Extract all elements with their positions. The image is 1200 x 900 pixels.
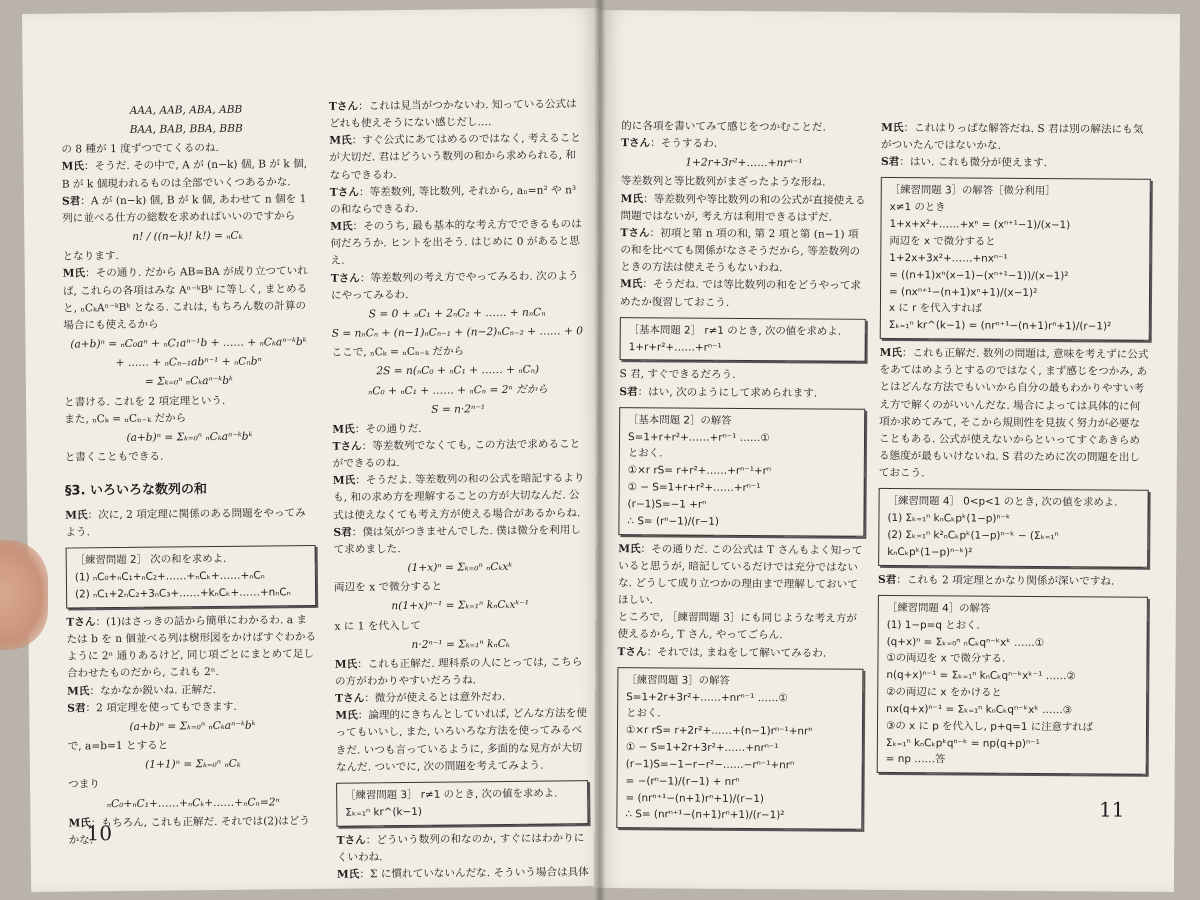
problem-line: ①×r rS= r+2r²+……+(n−1)rⁿ⁻¹+nrⁿ (625, 724, 813, 738)
paragraph (621, 118, 867, 137)
paragraph (617, 644, 863, 663)
paragraph-text: ：Σ に慣れていないんだな. そういう場合は具体 (359, 866, 589, 881)
math-line: (a+b)ⁿ = Σₖ₌₀ⁿ ₙCₖaⁿ⁻ᵏbᵏ (126, 430, 253, 444)
paragraph-text: ここで, ₙCₖ = ₙCₙ₋ₖ だから (331, 345, 465, 359)
paragraph-text: となります. (62, 250, 119, 263)
problem-line: ［練習問題 2］ 次の和を求めよ. (74, 553, 227, 567)
paragraph (62, 191, 312, 228)
speaker-label: Tさん (332, 440, 362, 453)
page-number-right: 11 (1098, 797, 1125, 822)
speaker-label: Tさん (621, 137, 651, 150)
speaker-label: M氏 (61, 160, 84, 174)
paragraph-text: ：どういう数列の和なのか, すぐにはわかりにくいわね. (336, 831, 585, 864)
paragraph-text: ：そうだね. では等比数列の和をどうやって求めたか復習しておこう. (619, 278, 862, 309)
paragraph (333, 522, 585, 559)
paragraph-text: S 君, すぐできるだろう. (619, 368, 736, 382)
problem-line: x≠1 のとき (889, 201, 946, 214)
speaker-label: M氏 (336, 868, 360, 881)
speaker-label: M氏 (881, 121, 904, 135)
paragraph-text: ：これは見当がつかないわ. 知っている公式はどれも使えそうにない感じだし…. (329, 98, 577, 130)
problem-box (878, 488, 1149, 567)
paragraph-text: ：等差数列, 等比数列, それから, aₙ=n² や n³ の和ならできるわ. (330, 183, 577, 216)
problem-line: (1) 1−p=q とおく. (886, 618, 980, 632)
paragraph (65, 505, 315, 542)
paragraph-text: の 8 種が 1 度ずつでてくるのね. (61, 142, 219, 156)
right-page (594, 10, 1180, 892)
problem-line: (r−1)S=−1 +rⁿ (627, 498, 707, 511)
paragraph (620, 277, 866, 313)
problem-line: ［練習問題 3］ r≠1 のとき, 次の値を求めよ. (345, 787, 558, 802)
paragraph (620, 225, 866, 278)
paragraph (337, 830, 589, 867)
paragraph (621, 174, 867, 193)
paragraph-text: ：そうだ. その中で, A が (n−k) 個, B が k 個, B が k 個現われるものは全部でいくつあるかな. (61, 158, 308, 191)
paragraph (332, 436, 584, 473)
problem-line: 1+x+x²+……+xⁿ = (xⁿ⁺¹−1)/(x−1) (889, 218, 1071, 232)
paragraph (329, 96, 581, 133)
paragraph-text: ：初項と第 n 項の和, 第 2 項と第 (n−1) 項の和を比べても関係がなさそうだから, 等差数列のときの方法は使えそうもないわね. (620, 227, 861, 275)
speaker-label: M氏 (62, 267, 86, 280)
problem-line: とおく. (626, 707, 661, 720)
problem-line: nx(q+x)ⁿ⁻¹ = Σₖ₌₁ⁿ kₙCₖqⁿ⁻ᵏxᵏ ……③ (886, 702, 1073, 717)
left-page (22, 8, 609, 892)
speaker-label: Tさん (336, 834, 366, 847)
problem-line: ①の両辺を x で微分する. (886, 652, 1006, 666)
paragraph (62, 156, 312, 193)
paragraph-text: ：そうだよ. 等差数列の和の公式を暗記するよりも, 和の求め方を理解することの方が大切なんだ. 公式は使えなくても考え方が使える場合があるからね. (333, 472, 585, 522)
paragraph-text: ：その通り. だから AB=BA が成り立つていれば, これらの各項はみな Aⁿ⁻ᵏBᵏ に等しく, まとめると, ₙCₖAⁿ⁻ᵏBᵏ となる. これは, もちろん数の計算の場合にも使えるから (62, 265, 308, 332)
speaker-label: S君 (878, 573, 897, 586)
paragraph-text: ：それでは, まねをして解いてみるわ. (646, 645, 827, 660)
problem-line: ①×r rS= r+r²+……+rⁿ⁻¹+rⁿ (627, 464, 772, 478)
paragraph (67, 698, 317, 718)
speaker-label: M氏 (332, 474, 356, 488)
problem-line: 両辺を x で微分すると (889, 234, 996, 248)
book-gutter (594, 0, 606, 900)
paragraph-text: ：そうするわ. (650, 137, 718, 150)
math-line: n! / ((n−k)! k!) = ₙCₖ (132, 229, 243, 243)
paragraph-text: ：等差数列の考え方でやってみるわ. 次のようにやってみるわ. (330, 269, 579, 302)
paragraph-text: ：これも 2 項定理とかなり関係が深いですね. (896, 573, 1115, 588)
math-line: S = 0 + ₙC₁ + 2ₙC₂ + …… + nₙCₙ (368, 306, 546, 321)
paragraph-text: と書くこともできる. (64, 450, 164, 464)
paragraph (621, 135, 867, 154)
speaker-label: M氏 (879, 346, 902, 360)
problem-line: (2) ₙC₁+2ₙC₂+3ₙC₃+……+kₙCₖ+……+nₙCₙ (75, 586, 291, 601)
math-line: = Σₖ₌₀ⁿ ₙCₖaⁿ⁻ᵏbᵏ (144, 375, 233, 389)
paragraph-text: ：そのうち, 最も基本的な考え方でできるものは何だろうか. ヒントを出そう. はじめに 0 があると思え. (330, 218, 582, 268)
paragraph (64, 409, 314, 429)
speaker-label: M氏 (332, 423, 355, 436)
problem-line: 1+2x+3x²+……+nxⁿ⁻¹ (889, 251, 1008, 265)
problem-box (336, 780, 588, 826)
paragraph-text: ：はい. これも微分が使えます. (899, 156, 1048, 170)
paragraph-text: ：2 項定理を使ってもできます. (85, 700, 237, 715)
problem-line: = (nrⁿ⁺¹−(n+1)rⁿ+1)/(r−1) (625, 791, 764, 805)
paragraph (331, 268, 583, 305)
left-page-column-1 (61, 99, 319, 850)
paragraph-text: 両辺を x で微分すると (333, 580, 443, 594)
paragraph (881, 154, 1151, 173)
problem-line: 1+r+r²+……+rⁿ⁻¹ (628, 340, 722, 354)
paragraph (618, 541, 864, 611)
paragraph-text: ところで, ［練習問題 3］にも同じような考え方が使えるから, T さん, やってごらん. (617, 611, 858, 642)
paragraph (879, 345, 1150, 484)
paragraph (330, 182, 582, 219)
paragraph-text: ：論理的にきちんとしていれば, どんな方法を使ってもいいし, また, いろいろな方法を使ってみるべきだ. いつも言っているように, 多面的な見方が大切なんだ. ついでに, 次の問題を考えてみよう. (335, 707, 587, 774)
problem-line: ① − S=1+r+r²+……+rⁿ⁻¹ (627, 481, 761, 495)
paragraph (63, 263, 314, 334)
math-line: (a+b)ⁿ = Σₖ₌₀ⁿ ₙCₖaⁿ⁻ᵏbᵏ (129, 719, 256, 733)
speaker-label: M氏 (620, 278, 643, 291)
problem-line: ［練習問題 4］ 0<p<1 のとき, 次の値を求めよ. (887, 495, 1118, 509)
paragraph-text: ：はい, 次のようにして求められます. (637, 385, 818, 400)
speaker-label: M氏 (329, 134, 352, 148)
paragraph-text: ：なかなか鋭いね. 正解だ. (89, 683, 217, 697)
math-line: 1+2r+3r²+……+nrⁿ⁻¹ (685, 156, 803, 170)
paragraph-text: ：もちろん, これも正解だ. それでは(2)はどうかな. (68, 814, 311, 847)
speaker-label: M氏 (620, 192, 644, 205)
paragraph (618, 609, 864, 645)
paragraph (337, 864, 589, 884)
paragraph-text: ：(1)はさっきの話から簡単にわかるわ. a または b を n 個並べる列は樹形図をかけばすぐわかるように 2ⁿ 通りあるけど, 同じ項ごとにまとめて足し合わせたものだから, これも 2ⁿ. (66, 614, 317, 681)
problem-line: Σₖ₌₁ⁿ kₙCₖpᵏqⁿ⁻ᵏ = np(q+p)ⁿ⁻¹ (885, 736, 1040, 750)
speaker-label: M氏 (618, 542, 641, 555)
speaker-label: M氏 (67, 684, 90, 698)
problem-line: Σₖ₌₁ⁿ kr^(k−1) (345, 805, 422, 819)
paragraph-text: ：等差数列や等比数列の和の公式が直接使える問題ではないが, 考え方は利用できるはずだ. (620, 192, 866, 224)
paragraph-text: ：これも正解だ. 理科系の人にとっては, こちらの方がわかりやすいだろうね. (334, 656, 583, 688)
problem-line: = (nxⁿ⁺¹−(n+1)xⁿ+1)/(x−1)² (889, 285, 1038, 299)
speaker-label: Tさん (620, 227, 650, 240)
speaker-label: S君 (880, 156, 900, 169)
speaker-label: Tさん (329, 186, 360, 199)
right-page-column-2 (877, 120, 1152, 781)
paragraph (333, 470, 586, 524)
math-line: + …… + ₙCₙ₋₁abⁿ⁻¹ + ₙCₙbⁿ (115, 355, 262, 370)
paragraph (878, 572, 1148, 591)
paragraph-text: x に 1 を代入して (334, 619, 421, 633)
paragraph (330, 216, 583, 270)
math-line: n(1+x)ⁿ⁻¹ = Σₖ₌₁ⁿ kₙCₖxᵏ⁻¹ (391, 599, 530, 613)
math-line: (1+x)ⁿ = Σₖ₌₀ⁿ ₙCₖxᵏ (407, 560, 513, 575)
problem-line: (r−1)S=−1−r−r²−……−rⁿ⁻¹+nrⁿ (625, 758, 795, 772)
speaker-label: S君 (67, 702, 86, 715)
speaker-label: M氏 (68, 817, 91, 830)
speaker-label: M氏 (330, 220, 353, 233)
paragraph-text: つまり (68, 778, 100, 791)
math-line: AAA, AAB, ABA, ABB (129, 103, 243, 117)
page-number-left: 10 (86, 821, 113, 846)
paragraph-text: ：その通りだ. (354, 422, 422, 436)
paragraph (619, 367, 865, 386)
problem-box (616, 667, 863, 830)
math-line: ₙC₀+ₙC₁+……+ₙCₖ+……+ₙCₙ=2ⁿ (106, 795, 280, 810)
math-line: S = nₙCₙ + (n−1)ₙCₙ₋₁ + (n−2)ₙCₙ₋₂ + …… + 0 (331, 325, 584, 340)
speaker-label: S君 (619, 385, 638, 398)
paragraph-text: また, ₙCₖ = ₙCₙ₋ₖ だから (64, 411, 187, 426)
paragraph-text: 的に各項を書いてみて感じをつかむことだ. (621, 120, 826, 134)
paragraph (329, 130, 582, 184)
speaker-label: S君 (333, 526, 352, 539)
problem-line: Σₖ₌₁ⁿ kr^(k−1) = (nrⁿ⁺¹−(n+1)rⁿ+1)/(r−1)² (888, 319, 1112, 333)
problem-line: ∴ S= (rⁿ−1)/(r−1) (627, 514, 720, 528)
paragraph-text: ：僕は気がつきませんでした. 僕は微分を利用して求めました. (333, 523, 581, 556)
paragraph (68, 774, 318, 794)
paragraph (68, 736, 318, 756)
problem-line: とおく. (627, 447, 663, 460)
right-page-column-1 (616, 118, 867, 836)
problem-line: S=1+2r+3r²+……+nrⁿ⁻¹ ……① (626, 690, 788, 704)
math-line: ₙC₀ + ₙC₁ + …… + ₙCₙ = 2ⁿ だから (367, 383, 548, 397)
speaker-label: Tさん (330, 272, 360, 285)
problem-line: x に r を代入すれば (888, 302, 983, 315)
problem-line: ［練習問題 4］の解答 (886, 601, 991, 615)
paragraph (331, 342, 583, 362)
speaker-label: M氏 (334, 658, 358, 671)
paragraph (66, 612, 317, 683)
math-line: (a+b)ⁿ = ₙC₀aⁿ + ₙC₁aⁿ⁻¹b + …… + ₙCₖaⁿ⁻ᵏbᵏ (70, 336, 307, 351)
problem-line: ［練習問題 3］の解答［微分利用］ (889, 184, 1056, 198)
problem-box (620, 317, 866, 362)
speaker-label: M氏 (65, 509, 88, 522)
paragraph (621, 191, 867, 227)
section-heading: §3. いろいろな数列の和 (64, 482, 208, 499)
paragraph (335, 654, 587, 691)
paragraph-text: ：その通りだ. この公式は T さんもよく知っていると思うが, 暗記しているだけでは充分ではないな. どうして成り立つかの理由まで理解しておいてほしい. (617, 542, 863, 607)
paragraph-text: で, a=b=1 とすると (67, 739, 169, 753)
problem-line: (q+x)ⁿ = Σₖ₌₀ⁿ ₙCₖqⁿ⁻ᵏxᵏ ……① (886, 635, 1045, 649)
math-line: n·2ⁿ⁻¹ = Σₖ₌₁ⁿ kₙCₖ (411, 637, 510, 651)
paragraph (65, 447, 315, 467)
paragraph-text: ：すぐ公式にあてはめるのではなく, 考えることが大切だ. 君はどういう数列の和から求められる, 和ならできるわ. (329, 132, 581, 182)
problem-line: ① − S=1+2r+3r²+……+nrⁿ⁻¹ (625, 741, 779, 755)
problem-box (880, 177, 1151, 340)
paragraph (334, 616, 586, 636)
problem-line: = ((n+1)xⁿ(x−1)−(xⁿ⁺¹−1))/(x−1)² (889, 268, 1069, 282)
speaker-label: M氏 (335, 709, 358, 723)
paragraph (619, 384, 865, 403)
problem-line: ［基本問題 2］の解答 (628, 413, 732, 427)
problem-line: ［基本問題 2］ r≠1 のとき, 次の値を求めよ. (628, 323, 842, 338)
math-line: S = n·2ⁿ⁻¹ (431, 402, 486, 416)
left-page-column-2 (329, 96, 589, 884)
math-line: (1+1)ⁿ = Σₖ₌₀ⁿ ₙCₖ (144, 758, 241, 772)
speaker-label: Tさん (617, 645, 647, 658)
problem-box (618, 407, 865, 537)
paragraph-text: 等差数列と等比数列がまざったような形ね. (620, 175, 826, 189)
problem-line: (2) Σₖ₌₁ⁿ k²ₙCₖpᵏ(1−p)ⁿ⁻ᵏ − (Σₖ₌₁ⁿ kₙCₖpᵏ(1−p)ⁿ⁻ᵏ)² (887, 528, 1059, 559)
problem-line: ∴ S= (nrⁿ⁺¹−(n+1)rⁿ+1)/(r−1)² (625, 808, 785, 822)
paragraph (335, 705, 588, 776)
problem-line: = −(rⁿ−1)/(r−1) + nrⁿ (625, 774, 740, 788)
paragraph-text: ：微分が使えるとは意外だわ. (364, 691, 506, 705)
speaker-label: Tさん (328, 100, 359, 113)
problem-line: n(q+x)ⁿ⁻¹ = Σₖ₌₁ⁿ kₙCₖqⁿ⁻ᵏxᵏ⁻¹ ……② (886, 669, 1076, 683)
speaker-label: Tさん (66, 616, 96, 629)
paragraph (334, 577, 586, 597)
speaker-label: Tさん (335, 692, 365, 705)
problem-box (66, 545, 317, 608)
math-line: 2S = n(ₙC₀ + ₙC₁ + …… + ₙCₙ) (376, 363, 540, 378)
math-line: BAA, BAB, BBA, BBB (129, 122, 243, 137)
paragraph-text: と書ける. これを 2 項定理という. (64, 394, 226, 409)
paragraph-text: ：A が (n−k) 個, B が k 個, あわせて n 個を 1 列に並べる仕方の総数を求めればいいのですから (62, 192, 307, 225)
paragraph (881, 120, 1151, 156)
problem-line: S=1+r+r²+……+rⁿ⁻¹ ……① (627, 430, 770, 444)
problem-line: = np ……答 (885, 753, 946, 766)
problem-line: ②の両辺に x をかけると (886, 686, 1002, 699)
problem-line: (1) Σₖ₌₁ⁿ kₙCₖpᵏ(1−p)ⁿ⁻ᵏ (887, 512, 1011, 525)
problem-line: (1) ₙC₀+ₙC₁+ₙC₂+……+ₙCₖ+……+ₙCₙ (74, 569, 265, 584)
paragraph-text: ：これも正解だ. 数列の問題は, 意味を考えずに公式をあてはめようとするのではなく, まず感じをつかみ, あとはどんな方法でもいいから自分の最もわかりやすい考え方で解くのがいいんだな. 場合によっては具体的に何項か求めてみて, そこから規則性を見抜く努力が必要なこともある. 公式が使えないからといってすぐあきらめる態度が最もいけないね. S 君のために次の問題を出しておこう. (878, 347, 1149, 480)
speaker-label: S君 (61, 195, 81, 208)
paragraph-text: ：次に, 2 項定理に関係のある問題をやってみよう. (65, 507, 306, 539)
problem-line: ［練習問題 3］の解答 (626, 673, 730, 687)
paragraph-text: ：これはりっぱな解答だね. S 君は別の解法にも気がついたんではないかな. (881, 122, 1144, 152)
problem-box (877, 595, 1148, 775)
problem-line: ③の x に p を代入し, p+q=1 に注意すれば (885, 719, 1094, 734)
paragraph-text: ：等差数列でなくても, この方法で求めることができるのね. (332, 438, 581, 470)
